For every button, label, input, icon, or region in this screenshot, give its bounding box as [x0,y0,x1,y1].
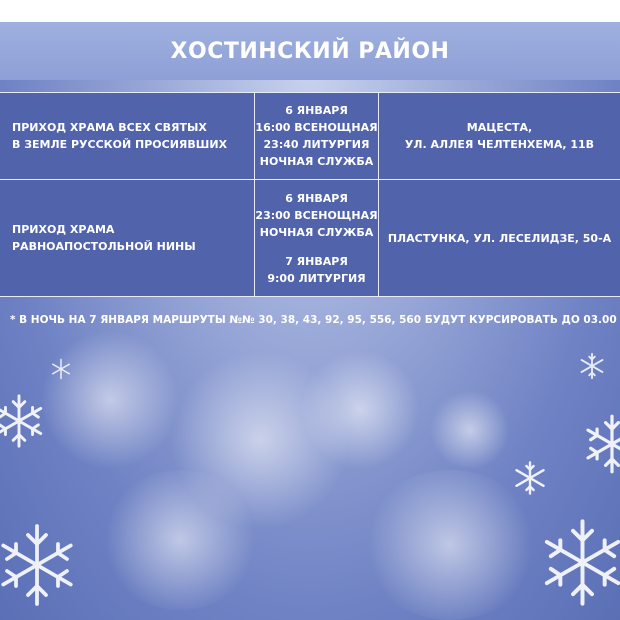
table-row [0,92,620,179]
church-name-line: ПРИХОД ХРАМА ВСЕХ СВЯТЫХ [12,121,207,134]
schedule-line: НОЧНАЯ СЛУЖБА [259,225,374,239]
church-name-line: ПРИХОД ХРАМА [12,223,115,236]
title-band [0,22,620,80]
schedule-line: 23:40 ЛИТУРГИЯ [263,138,370,151]
schedule-line: НОЧНАЯ СЛУЖБА [259,155,374,168]
church-name-line: РАВНОАПОСТОЛЬНОЙ НИНЫ [12,240,196,253]
snowflake-icon [0,520,82,610]
address-line: МАЦЕСТА, [466,121,533,134]
page-title: ХОСТИНСКИЙ РАЙОН [170,38,450,64]
snowflake-icon [512,460,548,496]
bokeh-light [300,350,420,470]
schedule-line: 23:00 ВСЕНОЩНАЯ [255,208,378,222]
schedule-line: 9:00 ЛИТУРГИЯ [267,271,366,285]
snowflake-icon [50,358,72,380]
snowflake-icon [535,515,620,610]
snowflake-icon [578,352,606,380]
top-white-strip [0,0,620,22]
schedule-line: 16:00 ВСЕНОЩНАЯ [255,121,378,134]
table-row [0,179,620,297]
snowflake-icon [0,392,48,450]
bokeh-light [100,470,260,610]
schedule-cell [255,93,379,179]
address-cell [379,93,620,179]
bokeh-light [430,390,510,470]
address-line: УЛ. АЛЛЕЯ ЧЕЛТЕНХЕМА, 11В [404,138,595,151]
schedule-table [0,92,620,297]
church-name-cell [0,93,255,179]
schedule-line: 6 ЯНВАРЯ [285,191,348,205]
bokeh-light [40,330,180,470]
address-line: ПЛАСТУНКА, УЛ. ЛЕСЕЛИДЗЕ, 50-А [387,231,612,245]
schedule-line: 6 ЯНВАРЯ [285,104,348,117]
church-name-line: В ЗЕМЛЕ РУССКОЙ ПРОСИЯВШИХ [12,138,228,151]
address-cell [379,180,620,296]
schedule-cell [255,180,379,296]
church-name-cell [0,180,255,296]
schedule-line: 7 ЯНВАРЯ [285,254,348,268]
footnote: * В НОЧЬ НА 7 ЯНВАРЯ МАРШРУТЫ №№ 30, 38, 43, 92, 95, 556, 560 БУДУТ КУРСИРОВАТЬ ДО 03.00 [10,314,617,326]
snowflake-icon [580,412,620,476]
